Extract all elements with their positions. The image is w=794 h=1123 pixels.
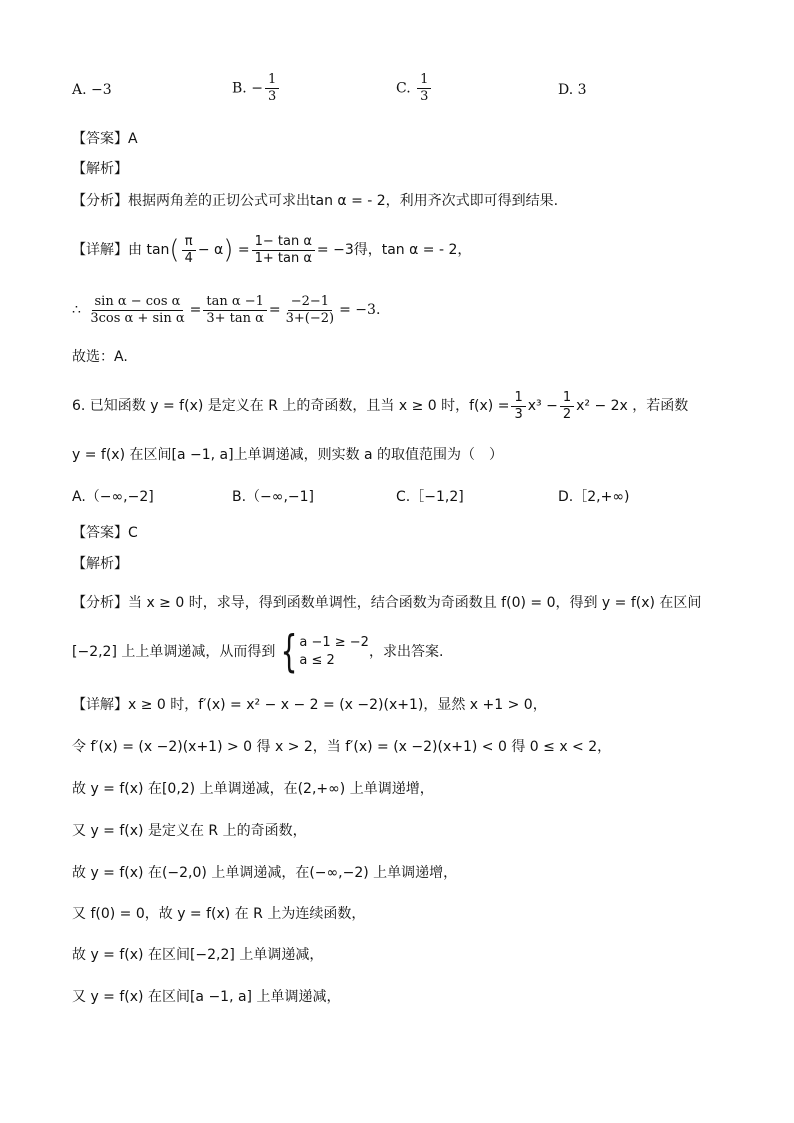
q6-fenxi-line2: [−2,2] 上上单调递减，从而得到 { a −1 ≥ −2 a ≤ 2 ，求出答案. [72,626,444,677]
q5-option-b: B. − $\frac{1}{3}$ [232,72,281,105]
q5-fenxi [72,190,558,212]
q5-option-a: A. −3 [72,82,112,98]
detail-tag: 【详解】 [72,242,128,258]
q6-detail-line7: 故 y = f(x) 在区间[−2,2] 上单调递减， [72,947,324,963]
q6-option-b: B.（−∞,−1] [232,489,314,505]
q5-option-b-frac: $\frac{1}{3}$ [265,72,279,105]
q5-answer [72,128,138,150]
q6-fenxi-line1: 【分析】当 x ≥ 0 时，求导，得到函数单调性，结合函数为奇函数且 f(0) = 0，得到 y = f(x) 在区间 [72,595,702,611]
tan-diff-frac: $\frac{\text{1− tan α}}{\text{1+ tan α}}$ [252,234,315,267]
q6-answer: 【答案】C [72,525,138,541]
q6-detail-line2: 令 f′(x) = (x −2)(x+1) > 0 得 x > 2，当 f′(x) = (x −2)(x+1) < 0 得 0 ≤ x < 2， [72,739,612,755]
q5-option-c-label: C. [396,80,411,97]
q5-option-c [396,72,433,105]
pi-over-four: $\frac{\pi}{4}$ [182,234,196,267]
q5-analysis-tag: 【解析】 [72,161,128,177]
q6-detail-line6: 又 f(0) = 0，故 y = f(x) 在 R 上为连续函数， [72,906,366,922]
tan-frac: $\frac{\text{tan α −1}}{\text{3+ tan α}}$ [203,294,267,327]
answer-value: A [128,131,138,147]
num-frac: $\frac{-2-1}{3+(-2)}$ [285,293,335,326]
q6-stem-line1: 6. 已知函数 y = f(x) 是定义在 R 上的奇函数，且当 x ≥ 0 时，f(x) = $\frac{1}{3}$ x³ − $\frac{1}{2}$ x² − 2x ，若函数 [72,389,689,422]
sin-cos-frac: $\frac{\text{sin α − cos α}}{\text{3cos α + sin α}}$ [90,293,185,326]
q6-option-d: D.［2,+∞) [558,489,630,505]
q5-conclusion: 故选：A. [72,349,128,365]
fenxi-text: 根据两角差的正切公式可求出tan α = - 2，利用齐次式即可得到结果. [128,193,559,209]
q5-option-d: D. 3 [558,82,587,98]
q6-stem-line2: y = f(x) 在区间[a −1, a]上单调递减，则实数 a 的取值范围为（ ） [72,447,504,463]
q5-option-c-frac: $\frac{1}{3}$ [417,72,431,105]
q6-option-c: C.［−1,2] [396,489,464,505]
answer-tag: 【答案】 [72,131,128,147]
fenxi-tag: 【分析】 [72,193,128,209]
system-of-inequalities: a −1 ≥ −2 a ≤ 2 [299,635,369,668]
q5-option-b-label: B. [232,80,247,97]
q6-detail-line4: 又 y = f(x) 是定义在 R 上的奇函数， [72,823,307,839]
q5-detail: 【详解】由 tan( $\frac{\pi}{4}$ − α) = $\frac{\text{1− tan α}}{\text{1+ tan α}}$ = −3得，tan α = - 2， [72,233,472,266]
q6-detail-line5: 故 y = f(x) 在(−2,0) 上单调递减，在(−∞,−2) 上单调递增， [72,865,458,881]
q6-detail-line1: 【详解】x ≥ 0 时，f′(x) = x² − x − 2 = (x −2)(x+1)，显然 x +1 > 0， [72,697,547,713]
q6-detail-line3: 故 y = f(x) 在[0,2) 上单调递减，在(2,+∞) 上单调递增， [72,781,434,797]
q6-detail-line8: 又 y = f(x) 在区间[a −1, a] 上单调递减， [72,989,341,1005]
q6-option-a: A.（−∞,−2] [72,489,154,505]
q6-analysis-tag: 【解析】 [72,556,128,572]
q5-therefore: ∴ $\frac{\text{sin α − cos α}}{\text{3cos α + sin α}}$ = $\frac{\text{tan α −1}}{\text{3+ tan α}}$ = $\frac{-2-1}{3+(-2)}$ = −3. [72,293,381,326]
